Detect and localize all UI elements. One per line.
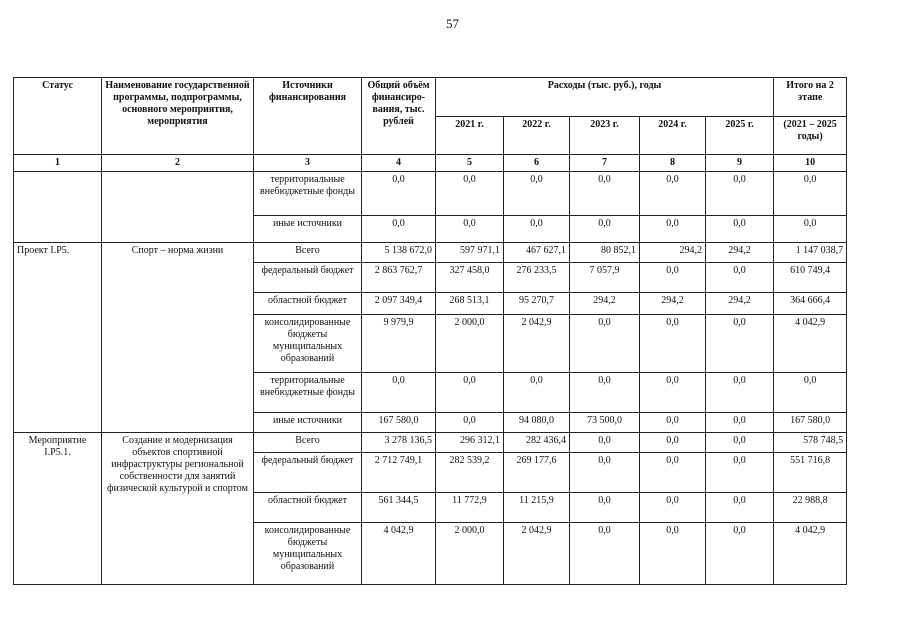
table-row — [14, 243, 847, 263]
value-cell: 0,0 — [570, 523, 640, 585]
column-number: 10 — [774, 155, 847, 172]
header-year: 2024 г. — [640, 116, 706, 155]
value-cell: 11 772,9 — [436, 493, 504, 523]
value-cell: 0,0 — [640, 453, 706, 493]
column-numbers-row — [14, 155, 847, 172]
value-cell: 467 627,1 — [504, 243, 570, 263]
value-cell: 0,0 — [640, 373, 706, 413]
name-cell: Спорт – норма жизни — [102, 243, 254, 433]
value-cell: 0,0 — [362, 373, 436, 413]
value-cell: 0,0 — [504, 172, 570, 216]
source-cell: территориальные внебюджетные фонды — [254, 373, 362, 413]
column-number: 1 — [14, 155, 102, 172]
value-cell: 327 458,0 — [436, 263, 504, 293]
value-cell: 2 712 749,1 — [362, 453, 436, 493]
value-cell: 4 042,9 — [774, 315, 847, 373]
value-cell: 0,0 — [570, 216, 640, 243]
value-cell: 73 500,0 — [570, 413, 640, 433]
header-sources: Источники финансирования — [254, 78, 362, 155]
value-cell: 610 749,4 — [774, 263, 847, 293]
financing-table — [13, 77, 847, 585]
value-cell: 0,0 — [706, 523, 774, 585]
header-year: 2025 г. — [706, 116, 774, 155]
value-cell: 0,0 — [706, 216, 774, 243]
value-cell: 0,0 — [706, 373, 774, 413]
value-cell: 167 580,0 — [774, 413, 847, 433]
value-cell: 0,0 — [640, 172, 706, 216]
value-cell: 561 344,5 — [362, 493, 436, 523]
value-cell: 7 057,9 — [570, 263, 640, 293]
value-cell: 2 000,0 — [436, 523, 504, 585]
value-cell: 80 852,1 — [570, 243, 640, 263]
value-cell: 0,0 — [774, 172, 847, 216]
header-year: 2021 г. — [436, 116, 504, 155]
value-cell: 282 539,2 — [436, 453, 504, 493]
value-cell: 2 097 349,4 — [362, 293, 436, 315]
value-cell: 0,0 — [706, 453, 774, 493]
value-cell: 1 147 038,7 — [774, 243, 847, 263]
value-cell: 0,0 — [570, 315, 640, 373]
value-cell: 0,0 — [436, 373, 504, 413]
status-cell: Мероприятие I.P5.1. — [14, 433, 102, 585]
value-cell: 294,2 — [570, 293, 640, 315]
value-cell: 294,2 — [640, 243, 706, 263]
value-cell: 0,0 — [570, 453, 640, 493]
value-cell: 94 080,0 — [504, 413, 570, 433]
table-header — [14, 78, 847, 172]
value-cell: 276 233,5 — [504, 263, 570, 293]
value-cell: 294,2 — [640, 293, 706, 315]
source-cell: федеральный бюджет — [254, 453, 362, 493]
value-cell: 551 716,8 — [774, 453, 847, 493]
value-cell: 9 979,9 — [362, 315, 436, 373]
source-cell: Всего — [254, 433, 362, 453]
value-cell: 0,0 — [362, 216, 436, 243]
table-row — [14, 433, 847, 453]
column-number: 2 — [102, 155, 254, 172]
value-cell: 0,0 — [436, 413, 504, 433]
value-cell: 0,0 — [640, 433, 706, 453]
value-cell: 282 436,4 — [504, 433, 570, 453]
header-year: 2022 г. — [504, 116, 570, 155]
status-cell-empty — [14, 172, 102, 243]
value-cell: 0,0 — [640, 413, 706, 433]
value-cell: 296 312,1 — [436, 433, 504, 453]
source-cell: консолидированные бюджеты муниципальных образований — [254, 523, 362, 585]
value-cell: 0,0 — [706, 493, 774, 523]
header-name: Наименование государственной программы, подпрограммы, основного мероприятия, мероприятия — [102, 78, 254, 155]
value-cell: 3 278 136,5 — [362, 433, 436, 453]
value-cell: 167 580,0 — [362, 413, 436, 433]
value-cell: 2 863 762,7 — [362, 263, 436, 293]
value-cell: 0,0 — [706, 315, 774, 373]
value-cell: 2 042,9 — [504, 315, 570, 373]
value-cell: 0,0 — [504, 373, 570, 413]
value-cell: 0,0 — [436, 216, 504, 243]
value-cell: 597 971,1 — [436, 243, 504, 263]
value-cell: 0,0 — [706, 172, 774, 216]
source-cell: Всего — [254, 243, 362, 263]
value-cell: 0,0 — [640, 315, 706, 373]
status-cell: Проект I.P5. — [14, 243, 102, 433]
value-cell: 95 270,7 — [504, 293, 570, 315]
header-itogo: Итого на 2 этапе — [774, 78, 847, 117]
source-cell: федеральный бюджет — [254, 263, 362, 293]
value-cell: 0,0 — [774, 216, 847, 243]
value-cell: 294,2 — [706, 293, 774, 315]
header-total: Общий объём финансиро-вания, тыс. рублей — [362, 78, 436, 155]
value-cell: 0,0 — [570, 172, 640, 216]
value-cell: 269 177,6 — [504, 453, 570, 493]
value-cell: 2 042,9 — [504, 523, 570, 585]
value-cell: 2 000,0 — [436, 315, 504, 373]
header-itogo-period: (2021 – 2025 годы) — [774, 116, 847, 155]
value-cell: 0,0 — [640, 523, 706, 585]
source-cell: иные источники — [254, 413, 362, 433]
column-number: 3 — [254, 155, 362, 172]
header-expenses: Расходы (тыс. руб.), годы — [436, 78, 774, 117]
column-number: 8 — [640, 155, 706, 172]
value-cell: 0,0 — [706, 433, 774, 453]
table-row — [14, 172, 847, 216]
column-number: 7 — [570, 155, 640, 172]
source-cell: консолидированные бюджеты муниципальных образований — [254, 315, 362, 373]
name-cell: Создание и модернизация объектов спортивной инфраструктуры региональной собственности для занятий физической культурой и спортом — [102, 433, 254, 585]
source-cell: областной бюджет — [254, 493, 362, 523]
column-number: 9 — [706, 155, 774, 172]
value-cell: 0,0 — [362, 172, 436, 216]
header-status: Статус — [14, 78, 102, 155]
value-cell: 294,2 — [706, 243, 774, 263]
value-cell: 22 988,8 — [774, 493, 847, 523]
value-cell: 0,0 — [706, 413, 774, 433]
value-cell: 11 215,9 — [504, 493, 570, 523]
value-cell: 0,0 — [640, 263, 706, 293]
name-cell-empty — [102, 172, 254, 243]
column-number: 4 — [362, 155, 436, 172]
source-cell: областной бюджет — [254, 293, 362, 315]
value-cell: 0,0 — [640, 493, 706, 523]
page-number: 57 — [446, 16, 459, 31]
value-cell: 0,0 — [570, 373, 640, 413]
value-cell: 5 138 672,0 — [362, 243, 436, 263]
column-number: 6 — [504, 155, 570, 172]
value-cell: 0,0 — [436, 172, 504, 216]
value-cell: 0,0 — [640, 216, 706, 243]
header-year: 2023 г. — [570, 116, 640, 155]
value-cell: 0,0 — [706, 263, 774, 293]
value-cell: 4 042,9 — [774, 523, 847, 585]
value-cell: 0,0 — [570, 433, 640, 453]
value-cell: 0,0 — [774, 373, 847, 413]
value-cell: 0,0 — [504, 216, 570, 243]
table-body — [14, 172, 847, 585]
value-cell: 4 042,9 — [362, 523, 436, 585]
source-cell: иные источники — [254, 216, 362, 243]
value-cell: 268 513,1 — [436, 293, 504, 315]
value-cell: 364 666,4 — [774, 293, 847, 315]
source-cell: территориальные внебюджетные фонды — [254, 172, 362, 216]
value-cell: 0,0 — [570, 493, 640, 523]
value-cell: 578 748,5 — [774, 433, 847, 453]
column-number: 5 — [436, 155, 504, 172]
